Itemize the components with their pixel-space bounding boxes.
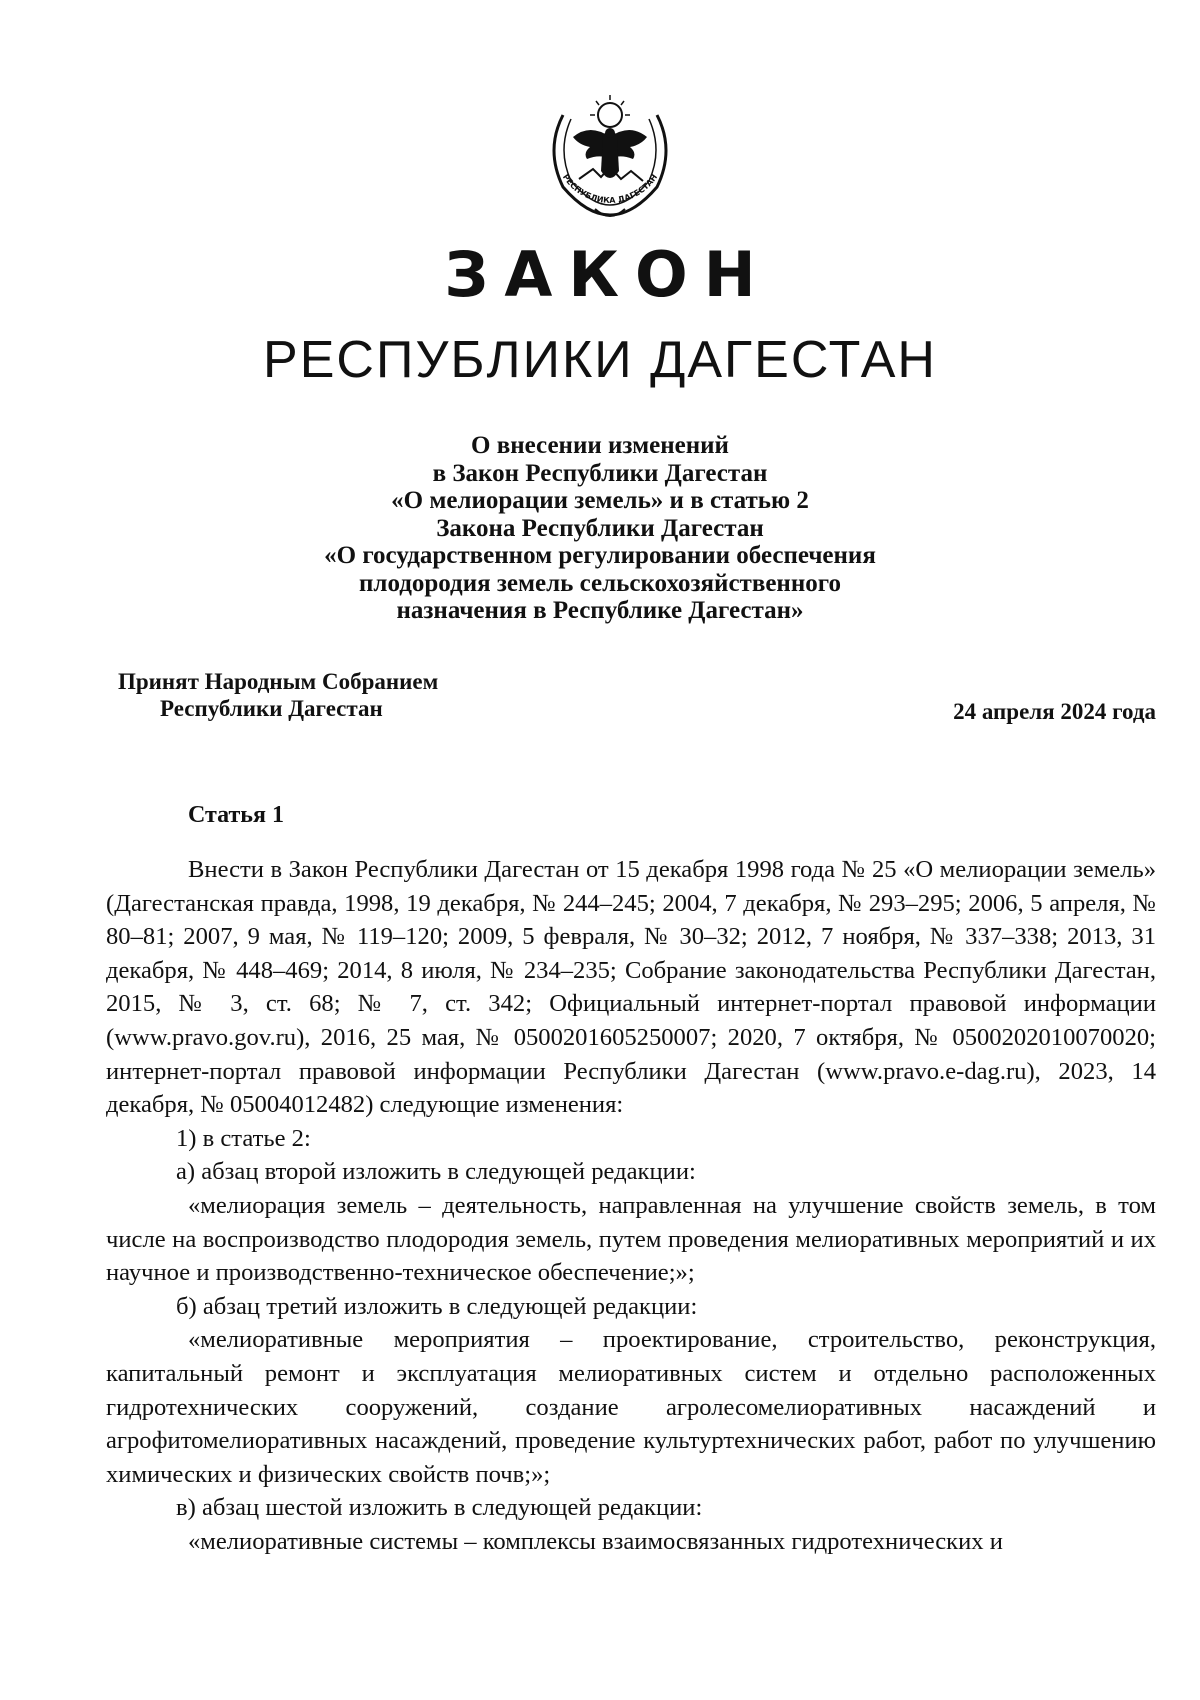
body-paragraph: в) абзац шестой изложить в следующей редакции: bbox=[176, 1494, 703, 1522]
dagestan-coat-of-arms-icon bbox=[535, 75, 685, 225]
heading-line: в Закон Республики Дагестан bbox=[432, 459, 768, 487]
document-title: ЗАКОН bbox=[444, 238, 772, 311]
adoption-date: 24 апреля 2024 года bbox=[953, 699, 1156, 724]
adoption-line: Республики Дагестан bbox=[160, 696, 383, 721]
heading-line: «О мелиорации земель» и в статью 2 bbox=[391, 487, 809, 514]
article-title: Статья 1 bbox=[188, 802, 284, 828]
heading-line: О внесении изменений bbox=[471, 432, 729, 459]
adoption-statement bbox=[118, 668, 438, 722]
coat-of-arms-emblem bbox=[535, 75, 685, 225]
emblem-ribbon-text: РЕСПУБЛИКА ДАГЕСТАН bbox=[560, 172, 660, 206]
adoption-line: Принят Народным Собранием bbox=[118, 669, 439, 694]
body-paragraph: «мелиоративные системы – комплексы взаимосвязанных гидротехнических и bbox=[188, 1527, 1003, 1555]
heading-line: назначения в Республике Дагестан» bbox=[396, 597, 804, 624]
body-paragraph: Внести в Закон Республики Дагестан от 15 декабря 1998 года № 25 «О мелиорации земель» (Дагестанская правда, 1998, 19 декабря, № 244–245; 2004, 7 декабря, № 293–295; 2006, 5 апреля, № 80–81; 2007, 9 мая, № 119–120; 2009, 5 февраля, № 30–32; 2012, 7 ноября, № 337–338; 2013, 31 декабря, № 448–469; 2014, 8 июля, № 234–235; Собрание законодательства Республики Дагестан, 2015, № 3, ст. 68; № 7, ст. 342; Официальный интернет-портал правовой информации (www.pravo.gov.ru), 2016, 25 мая, № 0500201605250007; 2020, 7 октября, № 0500202010070020; интернет-портал правовой информации Республики Дагестан (www.pravo.e-dag.ru), 2023, 14 декабря, № 05004012482) следующие изменения: bbox=[106, 856, 1156, 1119]
heading-line: «О государственном регулировании обеспечения bbox=[324, 542, 876, 569]
body-paragraph: а) абзац второй изложить в следующей редакции: bbox=[176, 1158, 696, 1186]
law-heading bbox=[200, 432, 1000, 625]
body-paragraph: б) абзац третий изложить в следующей редакции: bbox=[176, 1292, 698, 1320]
body-paragraph: «мелиоративные мероприятия – проектирование, строительство, реконструкция, капитальный ремонт и эксплуатация мелиоративных систем и отдельно расположенных гидротехнических сооружений, создание агролесомелиоративных насаждений и агрофитомелиоративных насаждений, проведение культуртехнических работ, работ по улучшению химических и физических свойств почв;»; bbox=[106, 1326, 1156, 1488]
heading-line: Закона Республики Дагестан bbox=[436, 514, 764, 542]
heading-line: плодородия земель сельскохозяйственного bbox=[359, 569, 841, 597]
article-body bbox=[106, 853, 1156, 1558]
body-paragraph: 1) в статье 2: bbox=[176, 1124, 311, 1152]
document-subtitle: РЕСПУБЛИКИ ДАГЕСТАН bbox=[263, 331, 937, 389]
body-paragraph: «мелиорация земель – деятельность, направленная на улучшение свойств земель, в том числе на воспроизводство плодородия земель, путем проведения мелиоративных мероприятий и их научное и производственно-техническое обеспечение;»; bbox=[106, 1191, 1156, 1287]
